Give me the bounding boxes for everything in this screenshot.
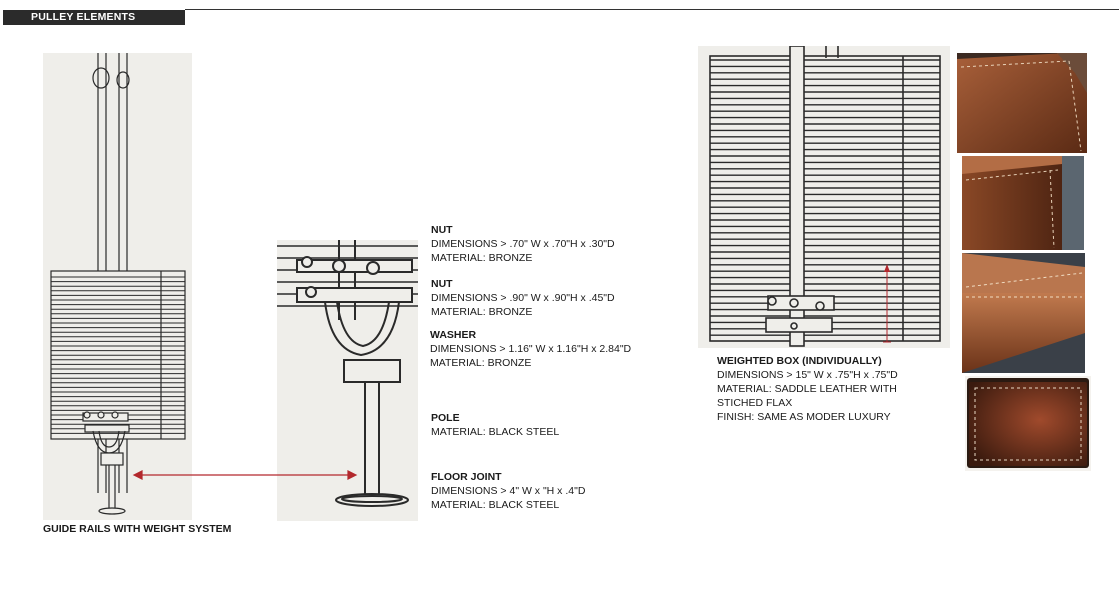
spec-floor-joint [431,470,585,512]
spec-title: WASHER [430,329,477,341]
spec-pole [431,411,559,439]
guide-rails-caption: GUIDE RAILS WITH WEIGHT SYSTEM [43,523,232,535]
weighted-box-sketch [698,46,950,348]
spec-line: DIMENSIONS > 4" W x "H x .4"D [431,485,586,497]
spec-nut-2 [431,277,615,319]
spec-title: NUT [431,224,453,236]
spec-title: NUT [431,278,453,290]
spec-line: MATERIAL: BRONZE [430,357,532,369]
spec-title: FLOOR JOINT [431,471,502,483]
spec-line: MATERIAL: BLACK STEEL [431,426,560,438]
spec-line: MATERIAL: BRONZE [431,306,533,318]
spec-line: MATERIAL: BLACK STEEL [431,499,560,511]
spec-line: DIMENSIONS > 1.16" W x 1.16"H x 2.84"D [430,343,632,355]
section-header: PULLEY ELEMENTS [3,10,185,25]
spec-nut-1 [431,223,615,265]
leather-photo-4 [965,376,1091,471]
leather-photo-3 [962,253,1085,373]
leather-photo-1 [957,53,1087,153]
spec-line: MATERIAL: SADDLE LEATHER WITH [717,383,897,395]
leather-photo-2 [962,156,1084,250]
spec-title: POLE [431,412,460,424]
spec-line: DIMENSIONS > 15" W x .75"H x .75"D [717,369,898,381]
spec-line: STICHED FLAX [717,397,793,409]
spec-title: WEIGHTED BOX (INDIVIDUALLY) [717,355,882,367]
spec-line: FINISH: SAME AS MODER LUXURY [717,411,891,423]
spec-line: DIMENSIONS > .70" W x .70"H x .30"D [431,238,615,250]
spec-line: DIMENSIONS > .90" W x .90"H x .45"D [431,292,615,304]
spec-washer [430,328,631,370]
weighted-box-spec [717,354,898,424]
spec-line: MATERIAL: BRONZE [431,252,533,264]
